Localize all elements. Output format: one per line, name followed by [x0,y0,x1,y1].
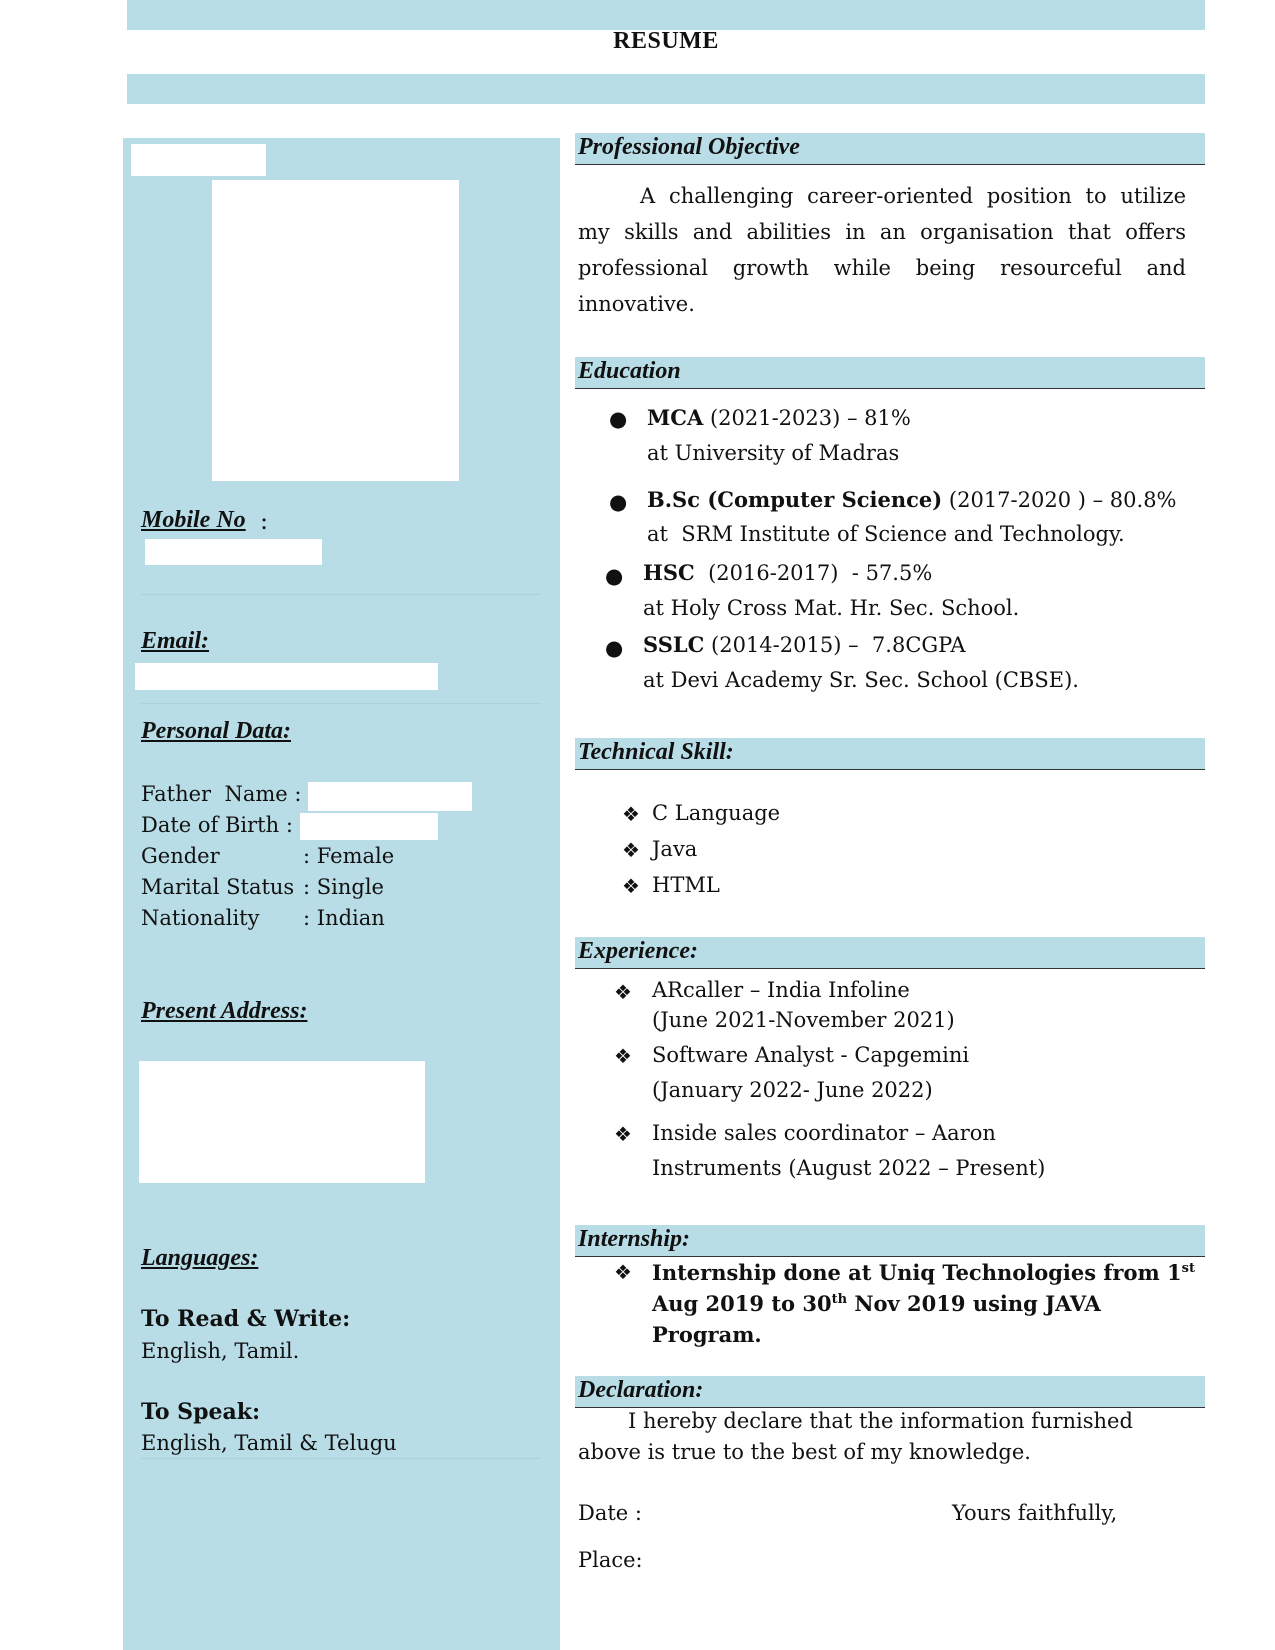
declaration-heading-text: Declaration: [578,1377,704,1403]
diamond-bullet-icon: ❖ [622,874,640,898]
education-heading [575,357,1205,389]
skill-item: Java [652,837,698,861]
divider [141,703,541,704]
experience-item: Software Analyst - Capgemini [652,1043,970,1067]
mobile-redacted [145,539,322,565]
experience-heading-text: Experience: [578,938,698,964]
experience-dates: (January 2022- June 2022) [652,1078,933,1102]
marital-label: Marital Status [141,875,295,899]
read-write-value: English, Tamil. [141,1339,300,1363]
experience-dates: (June 2021-November 2021) [652,1008,955,1032]
header-band-top [127,0,1205,30]
objective-text [578,178,1186,322]
education-institute: at Devi Academy Sr. Sec. School (CBSE). [643,668,1079,692]
diamond-bullet-icon: ❖ [614,1260,632,1284]
speak-label: To Speak: [141,1399,261,1425]
bullet-icon: ● [609,490,628,514]
place-label: Place: [578,1548,643,1572]
internship-text: Internship done at Uniq Technologies from 1st Aug 2019 to 30th Nov 2019 using JAVA Program. [652,1260,1195,1347]
experience-dates: Instruments (August 2022 – Present) [652,1156,1046,1180]
languages-label: Languages: [141,1245,259,1271]
personal-data-label: Personal Data: [141,718,291,744]
skills-heading-text: Technical Skill: [578,739,734,765]
bullet-icon: ● [605,564,624,588]
objective-text-content: A challenging career-oriented position to utilize my skills and abilities in an organisation that offers professional growth while being resourceful and innovative. [578,184,1186,316]
objective-heading-text: Professional Objective [578,134,800,160]
declaration-line-2: above is true to the best of my knowledge. [578,1440,1031,1464]
skill-item: HTML [652,873,720,897]
divider [141,1458,541,1459]
speak-value: English, Tamil & Telugu [141,1431,397,1455]
diamond-bullet-icon: ❖ [622,838,640,862]
declaration-line-1: I hereby declare that the information furnished [628,1409,1133,1433]
experience-item: Inside sales coordinator – Aaron [652,1121,996,1145]
education-institute: at University of Madras [647,441,900,465]
mobile-label: Mobile No [141,507,246,533]
diamond-bullet-icon: ❖ [614,1044,632,1068]
name-redacted [131,144,266,176]
dob-redacted [300,813,438,840]
diamond-bullet-icon: ❖ [614,1122,632,1146]
diamond-bullet-icon: ❖ [622,802,640,826]
internship-heading [575,1225,1205,1257]
declaration-heading [575,1376,1205,1408]
bullet-icon: ● [609,407,628,431]
address-redacted [139,1061,425,1183]
education-item: MCA (2021-2023) – 81% [647,405,911,430]
education-heading-text: Education [578,358,681,384]
email-label: Email: [141,628,210,654]
page-title: RESUME [613,28,719,54]
read-write-label: To Read & Write: [141,1306,351,1332]
gender-value: : Female [303,844,395,868]
gender-label: Gender [141,844,220,868]
experience-heading [575,937,1205,969]
bullet-icon: ● [605,636,624,660]
education-item: HSC (2016-2017) - 57.5% [643,560,933,585]
nationality-value: : Indian [303,906,385,930]
skill-item: C Language [652,801,781,825]
diamond-bullet-icon: ❖ [614,980,632,1004]
internship-heading-text: Internship: [578,1226,691,1252]
dob-label: Date of Birth : [141,813,293,837]
nationality-label: Nationality [141,906,260,930]
objective-heading [575,133,1205,165]
mobile-colon: : [260,507,269,535]
photo-placeholder [212,180,459,481]
education-institute: at SRM Institute of Science and Technology. [647,522,1125,546]
father-name-label: Father Name : [141,782,302,806]
skills-heading [575,738,1205,770]
date-label: Date : [578,1501,642,1525]
email-redacted [135,663,438,690]
header-band-bottom [127,74,1205,104]
experience-item: ARcaller – India Infoline [652,978,910,1002]
marital-value: : Single [303,875,384,899]
education-item: SSLC (2014-2015) – 7.8CGPA [643,632,966,657]
address-label: Present Address: [141,998,308,1024]
closing-text: Yours faithfully, [952,1501,1118,1525]
education-institute: at Holy Cross Mat. Hr. Sec. School. [643,596,1020,620]
divider [141,594,541,595]
father-name-redacted [308,782,472,811]
education-item: B.Sc (Computer Science) (2017-2020 ) – 80.8% [647,487,1177,512]
